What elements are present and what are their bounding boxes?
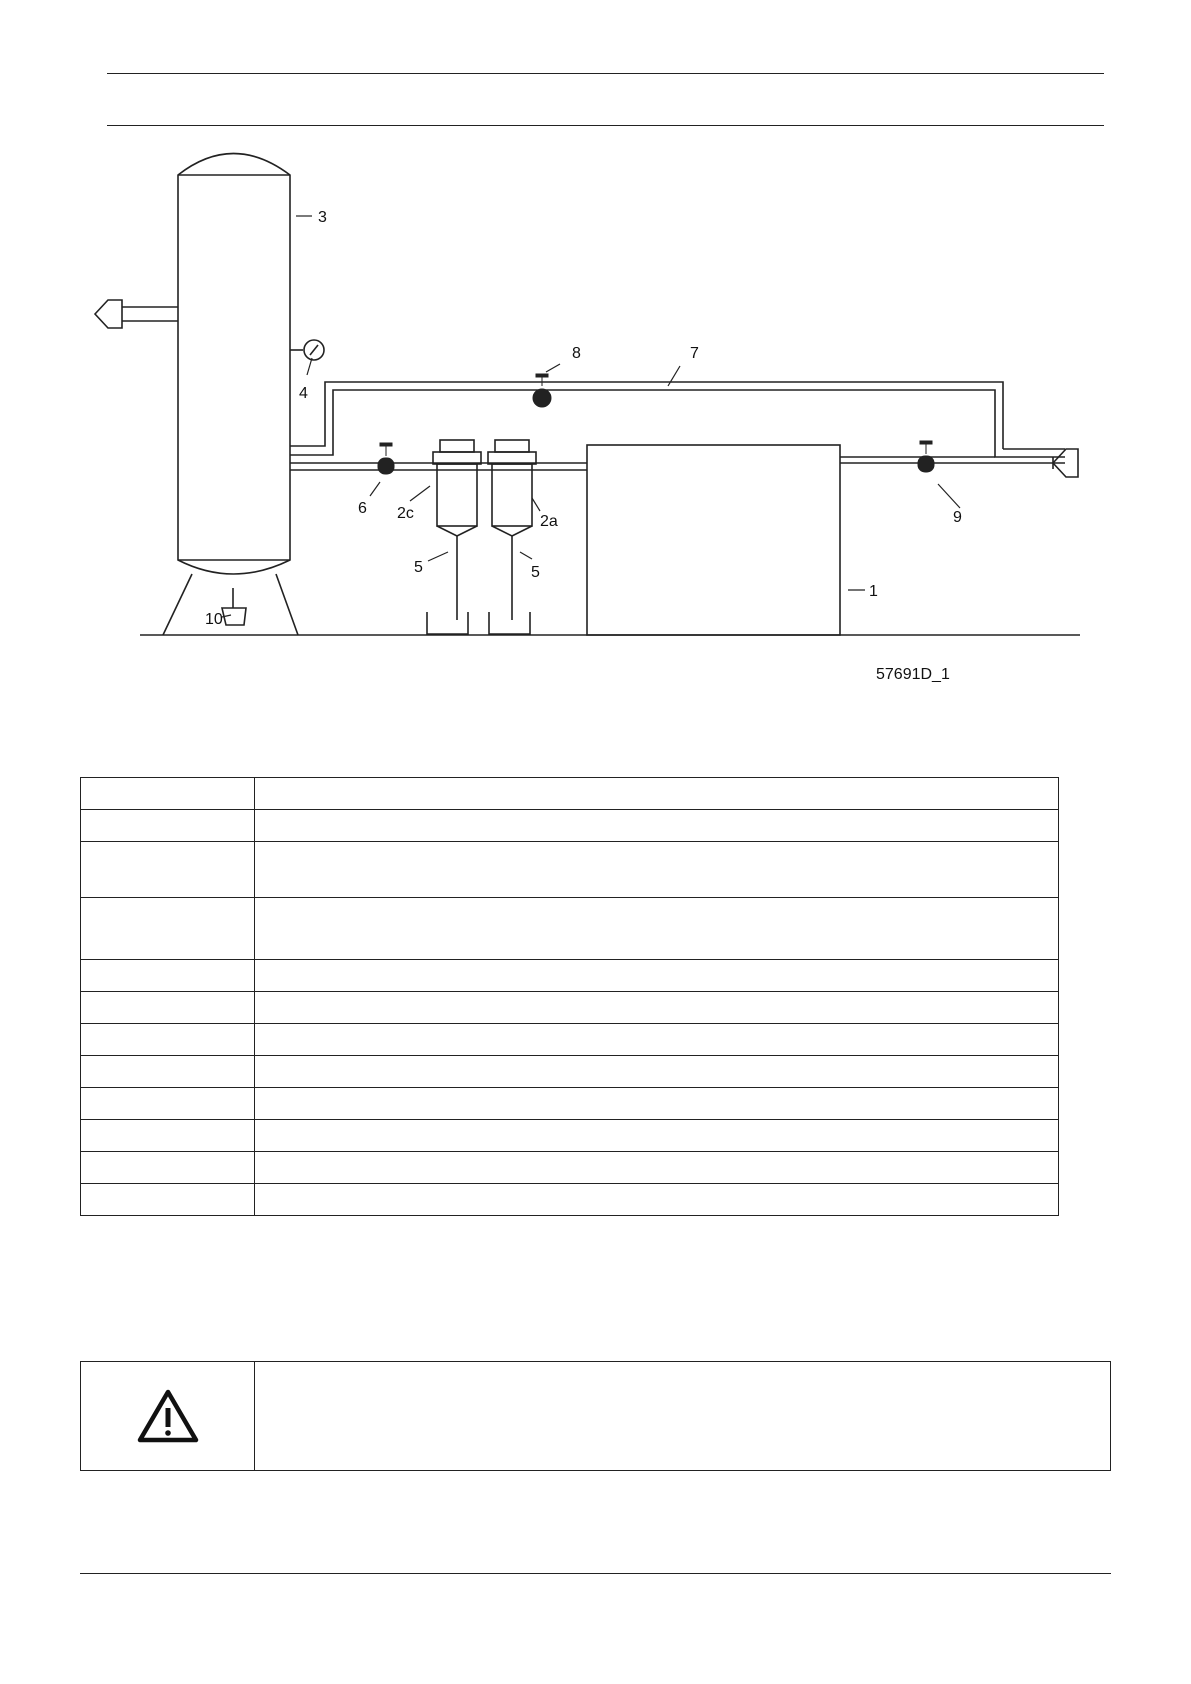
legend-ref-cell xyxy=(81,1184,255,1216)
warning-text xyxy=(255,1362,1110,1470)
legend-desc-cell xyxy=(255,842,1059,898)
callout-2c: 2c xyxy=(397,505,414,522)
legend-ref-cell xyxy=(81,842,255,898)
legend-ref-cell xyxy=(81,1024,255,1056)
callout-7: 7 xyxy=(690,345,699,362)
callout-10: 10 xyxy=(205,611,223,628)
legend-desc-cell xyxy=(255,1152,1059,1184)
legend-desc-cell xyxy=(255,898,1059,960)
legend-ref-cell xyxy=(81,992,255,1024)
figure-id: 57691D_1 xyxy=(876,666,950,683)
warning-triangle-icon xyxy=(135,1386,201,1446)
callout-5-left: 5 xyxy=(414,559,423,576)
legend-desc-cell xyxy=(255,992,1059,1024)
legend-desc-cell xyxy=(255,1088,1059,1120)
air-receiver xyxy=(178,154,290,575)
legend-desc-cell xyxy=(255,778,1059,810)
callout-6: 6 xyxy=(358,500,367,517)
legend-ref-cell xyxy=(81,1056,255,1088)
legend-desc-cell xyxy=(255,1024,1059,1056)
legend-desc-cell xyxy=(255,1056,1059,1088)
callout-8: 8 xyxy=(572,345,581,362)
callout-2a: 2a xyxy=(540,513,558,530)
dryer-unit xyxy=(587,445,840,635)
legend-ref-cell xyxy=(81,1120,255,1152)
legend-desc-cell xyxy=(255,810,1059,842)
legend-ref-cell xyxy=(81,1152,255,1184)
warning-box xyxy=(80,1361,1111,1471)
installation-diagram xyxy=(0,0,1191,720)
callout-5-right: 5 xyxy=(531,564,540,581)
legend-desc-cell xyxy=(255,1120,1059,1152)
callout-9: 9 xyxy=(953,509,962,526)
legend-ref-cell xyxy=(81,778,255,810)
warning-icon-cell xyxy=(81,1362,255,1470)
legend-ref-cell xyxy=(81,960,255,992)
legend-ref-cell xyxy=(81,898,255,960)
legend-table xyxy=(80,777,1059,1216)
callout-1: 1 xyxy=(869,583,878,600)
legend-desc-cell xyxy=(255,960,1059,992)
footer-rule xyxy=(80,1573,1111,1574)
legend-ref-cell xyxy=(81,810,255,842)
outlet-arrow xyxy=(95,300,122,328)
callout-3: 3 xyxy=(318,209,327,226)
legend-ref-cell xyxy=(81,1088,255,1120)
legend-desc-cell xyxy=(255,1184,1059,1216)
callout-4: 4 xyxy=(299,385,308,402)
